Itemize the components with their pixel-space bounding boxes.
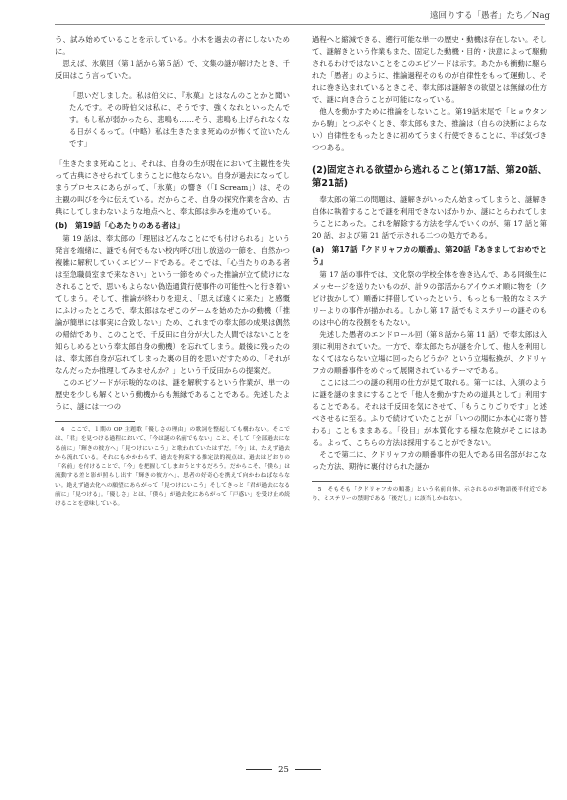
header-rule xyxy=(55,24,545,25)
paragraph: 第 19 話は、奉太郎の「理屈はどんなことにでも付けられる」という発言を端緒に、謎でも何でもない校内呼び出し放送の一節を、自然かつ複雑に解釈していくエピソードである。そこでは、「心当たりのある者は至急職員室まで来なさい」という一節をめぐった推論が立て続けになされることで、思いもよらない偽造通貨行使事件の可能性へと行き着いてしまう。そして、推論が終わりを迎え、「思えば遠くに来た」と感慨にふけったところで、奉太郎はなぜこのゲームを始めたかの動機（「推論が簡単には事実に合致しない」ため、これまでの奉太郎の成果は偶然の帰結であり、このことで、千反田に自分が大した人間ではないことを知らしめるという奉太郎自身の動機）を忘れてしまう。最後に残ったのは、奉太郎自身が忘れてしまった裏の目的を思いだすための、「それがなんだったか推理してみませんか？」という千反田からの提案だ。 xyxy=(55,234,291,375)
left-column xyxy=(55,34,290,510)
paragraph: 他人を動かすために推論をしないこと。第19話末尾で「ヒョウタンから駒」とつぶやくとき、奉太郎もまた、推論は（自らの決断によらない）自律性をもったときに初めてうまく行使できることに、半ば気づきつつある。 xyxy=(312,107,548,152)
footnote: 4 ここで、１期の OP 主題歌「優しさの理由」の歌詞を整起しても構わない。そこでは、「君」を見つける過程において、「今は謎の名前でもない」こと、そして「全部過去になる前に」「輝きの彼方へ」「見つけにいこう」と歌われていたはずだ。「今」は、たえず過去から流れている。それにもかかわらず、過去を拘束する推定法的視点は、過去はどおりの「名前」を付けることで、「今」を把握してしまおうとするだろう。だからこそ、「僕ら」は流動する差と影が照らし出す「輝きの彼方へ」、思者の好奇心を携えて向かわねばならない。絶えず過去化への願望にあらがって「見つけにいこう」そしてきっと「君が過去になる前に」「見つける」。「優しさ」とは、「僕ら」が過去化にあらがって「戸惑い」を受け止め続けることを意味している。 xyxy=(55,427,290,508)
section-heading: (b) 第19話「心あたりのある者は」 xyxy=(55,221,185,230)
footnote: 5 そもそも「クドリャフカの順番」という名前自体、示されるのが物語後半付近であり、ミステリーの禁則である「後だし」に該当しかねない。 xyxy=(312,487,547,503)
paragraph: 「生きたまま死ぬこと」、それは、自身の生が現在において主観性を失って古典にさせられてしまうことに他ならない。自身が過去になってしまうプロセスにあらがって、「氷菓」の響き（「I Scream」）は、その主観の叫びを今に伝えている。だからこそ、自身の探究作業を含め、古典にしてしまわないような地点へと、奉太郎は歩みを進めている。 xyxy=(55,159,291,216)
paragraph: 第 17 話の事件では、文化祭の学校全体を巻き込んで、ある同級生にメッセージを送りたいものが、計９の部活からアイウエオ順に物を（クビけ抜かして）順番に拝借していったという、もっとも一般的なミステリーよりの事件が描かれる。しかし第 17 話でもミステリーの謎そのものは中心的な役割をもたない。 xyxy=(312,270,547,327)
paragraph: 過程へと縮減できる、遡行可能な単一の歴史・動機は存在しない。そして、謎解きという作業もまた、固定した動機・目的・決意によって駆動されるわけではないことをこのエピソードは示す。あたかも衝動に駆られた「愚者」のように、推論過程そのものが自律性をもって運動し、それに巻き込まれているときこそ、奉太郎は謎解きの欲望とは無縁の仕方で、謎に向き合うことが可能になっている。 xyxy=(312,35,548,104)
paragraph: このエピソードが示唆的なのは、謎を解釈するという作業が、単一の歴史を少しも解くという動機からも無縁であることである。先述したように、謎には一つの xyxy=(55,378,291,411)
right-column xyxy=(312,34,547,505)
footnote-rule xyxy=(55,421,135,422)
section-heading: (2)固定される欲望から逃れること(第17話、第20話、第21話) xyxy=(312,165,547,189)
paragraph: 思えば、氷菓回（第１話から第５話）で、文集の謎が解けたとき、千反田はこう言っていた。 xyxy=(55,59,290,80)
page-number: 25 xyxy=(278,765,289,775)
quote-text: 「思いだしました。私は伯父に、『氷菓』とはなんのことかと聞いたんです。その時伯父は私に、そうです、強くなれといったんです。もし私が弱かったら、悲鳴も……そう、悲鳴も上げられなくなる日がくるって。（中略）私は生きたまま死ぬのが怖くて泣いたんです」 xyxy=(69,91,290,148)
footer-rule-right xyxy=(295,769,321,770)
paragraph: 奉太郎の第二の問題は、謎解きがいったん始まってしまうと、謎解き自体に執着することで謎を利用できないばかりか、謎にとらわれてしまうことにあった。これを解除する方法を学んでいくのが、第 17 話と第 20 話、および第 21 話で示される二つの処方である。 xyxy=(312,195,548,240)
running-header: 遠回りする「愚者」たち／Nag xyxy=(430,11,550,21)
paragraph: そこで第二に、クドリャフカの順番事件の犯人である田名部がおこなった方法、期待に裏付けられた謎か xyxy=(312,450,547,471)
page-footer xyxy=(0,765,567,775)
paragraph: 先述した愚者のエンドロール回（第８話から第 11 話）で奉太郎は入須に利用されていた。一方で、奉太郎たちが謎を介して、他人を利用しなくてはならない立場に回ったらどうか？という立場転換が、クドリャフカの順番事件をめぐって展開されているテーマである。 xyxy=(312,330,547,375)
footer-rule-left xyxy=(246,769,272,770)
footnote-rule xyxy=(312,481,392,482)
block-quote xyxy=(55,90,290,150)
paragraph: ここには二つの謎の利用の仕方が見て取れる。第一には、入須のように謎を謎のままにすることで「他人を動かすための道具として」利用することである。それは千反田を気にさせて、「もうこりごりです」と述べさせるに至る。ふりで続けていたことが「いつの間にか本心に寄り替わる」こともままある。「役目」が本質化する様な危険がそこにはある。よって、こちらの方法は採用することができない。 xyxy=(312,378,548,447)
paragraph: う、試み始めていることを示している。小木を過去の者にしないために。 xyxy=(55,35,290,56)
subsection-heading: (a) 第17話『クドリャフカの順番』、第20話『あきましておめでとう』 xyxy=(312,245,547,266)
